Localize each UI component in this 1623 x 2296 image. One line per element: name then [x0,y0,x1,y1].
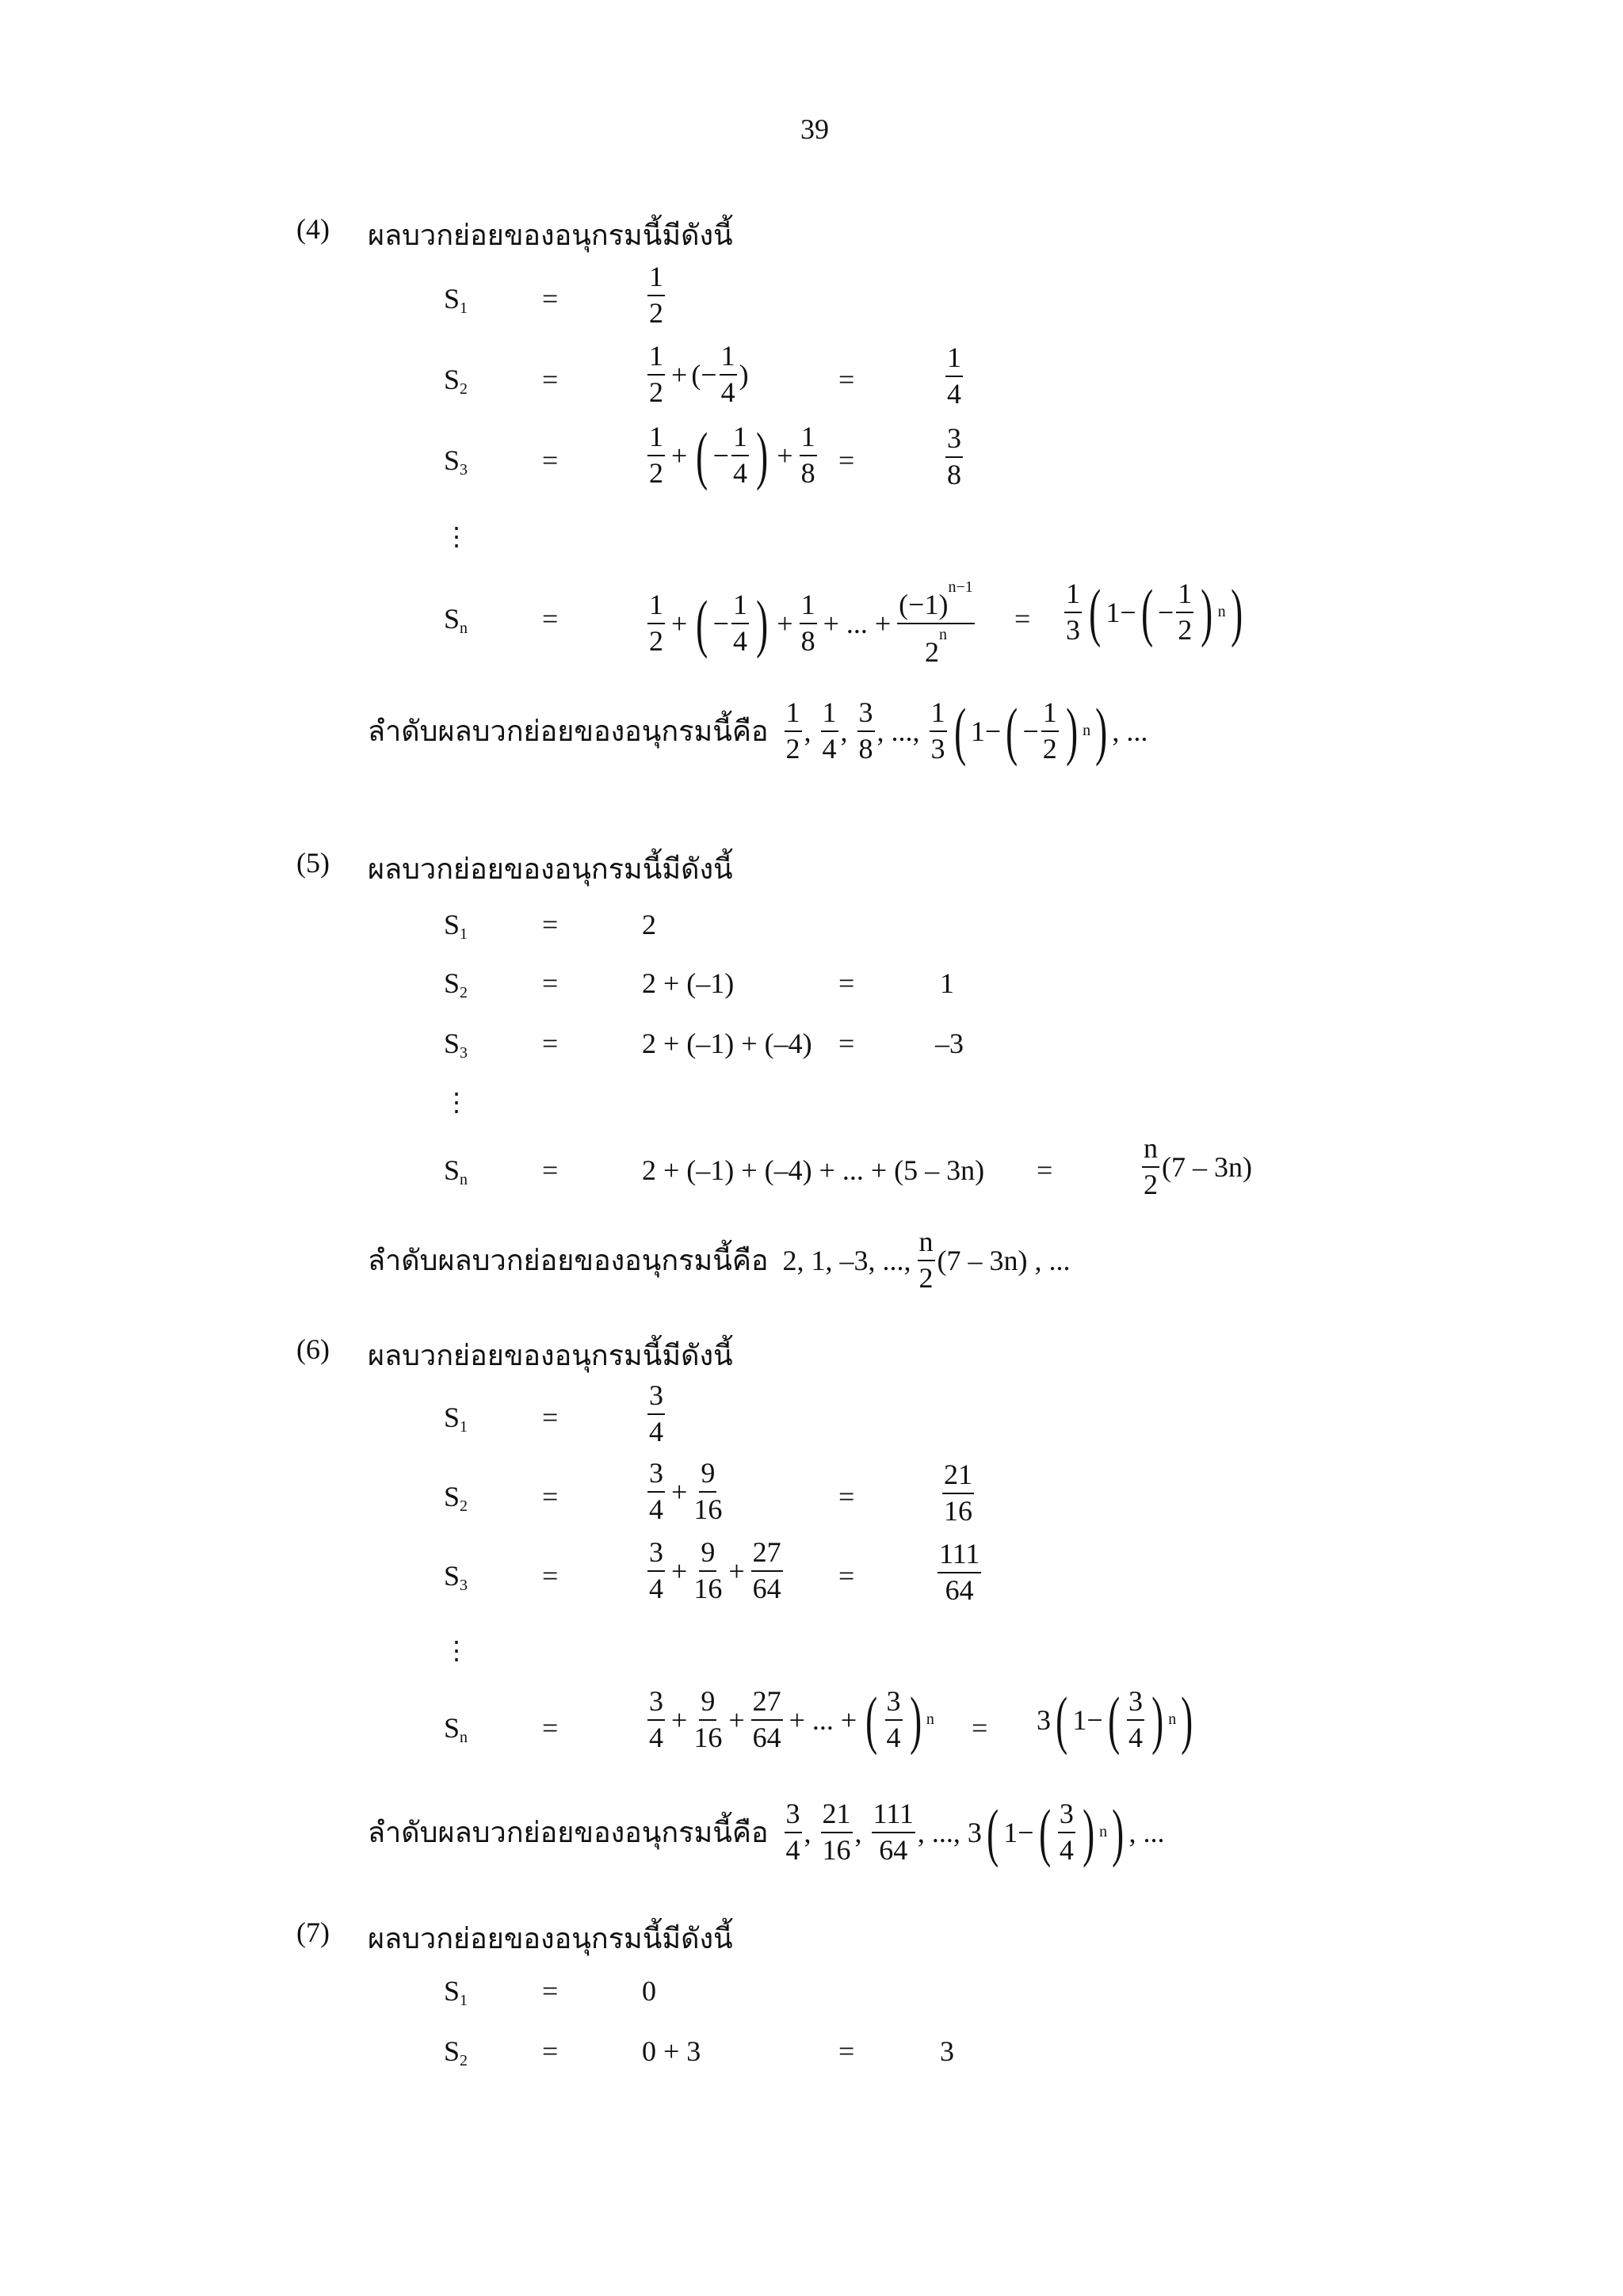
s5-S2-equals-2: = [838,967,855,999]
s5-Sn-val: $\frac{n}{2}$ (7 – 3n) [1144,1132,1252,1200]
s4-Sn-equals-2: = [1014,603,1031,635]
s4-vdots: ⋮ [444,522,469,551]
s7-S1-expr: 0 [642,1975,656,2007]
s4-S1-label: $S_1$ [444,283,468,317]
s4-S2-equals: = [542,364,559,395]
s4-Sn-label: $S_n$ [444,603,468,637]
section-5-intro: ผลบวกย่อยของอนุกรมนี้มีดังนี้ [368,853,733,885]
section-6-intro: ผลบวกย่อยของอนุกรมนี้มีดังนี้ [368,1340,733,1371]
s4-S2-equals-2: = [838,364,855,395]
s6-Sn-equals: = [542,1712,559,1744]
s7-S2-expr: 0 + 3 [642,2035,701,2067]
s4-S3-equals: = [542,444,559,476]
s5-Sn-equals: = [542,1154,559,1186]
section-4-intro: ผลบวกย่อยของอนุกรมนี้มีดังนี้ [368,219,733,251]
s5-S1-label: $S_1$ [444,909,468,943]
s4-Sn-expr: $\frac{1}{2}$ + ( − $\frac{1}{4}$ ) + $\frac{1}{8}$ + ... + $\frac{(-1)^{n-1}}{2^n}$ [649,578,973,668]
s5-Sn-label: $S_n$ [444,1154,468,1188]
s5-S2-equals: = [542,967,559,999]
s7-S2-equals: = [542,2035,559,2067]
s5-S3-val: –3 [935,1028,964,1059]
s6-S2-label: $S_2$ [444,1481,468,1515]
section-5-label: (5) [296,847,330,879]
s6-Sn-expr: $\frac{3}{4}$ + $\frac{9}{16}$ + $\frac{27}{64}$ + ... + ( $\frac{3}{4}$ ) n [649,1683,934,1756]
s4-S3-val: $\frac{3}{8}$ [947,422,961,490]
s6-S1-expr: $\frac{3}{4}$ [649,1379,663,1447]
s6-Sn-label: $S_n$ [444,1712,468,1746]
s5-Sn-equals-2: = [1037,1154,1053,1186]
s5-Sn-expr: 2 + (–1) + (–4) + ... + (5 – 3n) [642,1154,985,1186]
s4-S3-label: $S_3$ [444,444,468,479]
s7-S2-equals-2: = [838,2035,855,2067]
s5-vdots: ⋮ [444,1088,469,1116]
s5-S2-val: 1 [940,967,954,999]
s6-S1-label: $S_1$ [444,1402,468,1436]
s5-S1-equals: = [542,909,559,940]
s6-S2-equals: = [542,1481,559,1512]
s5-sequence-suffix: (7 – 3n) , ... [937,1244,1071,1276]
s4-S3-expr: $\frac{1}{2}$ + ( − $\frac{1}{4}$ ) + $\frac{1}{8}$ [649,418,815,491]
s4-S2-expr: $\frac{1}{2}$ + (− $\frac{1}{4}$ ) [649,340,749,408]
s5-S1-expr: 2 [642,909,656,940]
s4-Sn-equals: = [542,603,559,635]
s5-sequence-prefix: 2, 1, –3, ..., [782,1244,911,1276]
s6-S3-equals-2: = [838,1560,855,1592]
s6-Sn-equals-2: = [972,1712,988,1744]
s5-S3-expr: 2 + (–1) + (–4) [642,1028,812,1059]
s5-sequence-text: ลำดับผลบวกย่อยของอนุกรมนี้คือ [368,1245,769,1277]
s5-sequence: ลำดับผลบวกย่อยของอนุกรมนี้คือ 2, 1, –3, ..., $\frac{n}{2}$ (7 – 3n) , ... [368,1226,1071,1294]
s4-sequence-text: ลำดับผลบวกย่อยของอนุกรมนี้คือ [368,715,769,748]
s5-S2-label: $S_2$ [444,967,468,1001]
s6-S2-val: $\frac{21}{16}$ [944,1459,972,1527]
s6-S2-equals-2: = [838,1481,855,1512]
s4-Sn-val: $\frac{1}{3}$ ( 1− ( − $\frac{1}{2}$ ) n ) [1066,575,1243,648]
s6-S3-equals: = [542,1560,559,1592]
s6-sequence-text: ลำดับผลบวกย่อยของอนุกรมนี้คือ [368,1817,769,1849]
s6-S1-equals: = [542,1402,559,1433]
s7-S2-label: $S_2$ [444,2035,468,2069]
s5-S2-expr: 2 + (–1) [642,967,735,999]
s7-S1-label: $S_1$ [444,1975,468,2009]
s4-sequence: ลำดับผลบวกย่อยของอนุกรมนี้คือ $\frac{1}{2}$ , $\frac{1}{4}$ , $\frac{3}{8}$ , ..., $\frac{1}{3}$ ( 1− ( − $\frac{1}{2}$ ) n ) , ... [368,694,1148,767]
page-number: 39 [800,113,829,145]
s7-S2-val: 3 [940,2035,954,2067]
s6-S3-expr: $\frac{3}{4}$ + $\frac{9}{16}$ + $\frac{27}{64}$ [649,1536,781,1604]
section-4-label: (4) [296,213,330,245]
section-7-intro: ผลบวกย่อยของอนุกรมนี้มีดังนี้ [368,1923,733,1955]
s6-sequence: ลำดับผลบวกย่อยของอนุกรมนี้คือ $\frac{3}{4}$ , $\frac{21}{16}$ , $\frac{111}{64}$ , ..., 3 ( 1− ( $\frac{3}{4}$ ) n ) , ... [368,1795,1165,1868]
s4-S1-expr: $\frac{1}{2}$ [649,261,663,329]
section-6-label: (6) [296,1333,330,1365]
s6-S3-val: $\frac{111}{64}$ [939,1538,980,1606]
s4-S2-label: $S_2$ [444,364,468,398]
s4-S1-equals: = [542,283,559,315]
s7-S1-equals: = [542,1975,559,2007]
s6-S3-label: $S_3$ [444,1560,468,1594]
s5-S3-equals-2: = [838,1028,855,1059]
section-7-label: (7) [296,1917,330,1948]
s4-S3-equals-2: = [838,444,855,476]
s5-S3-label: $S_3$ [444,1028,468,1062]
s6-S2-expr: $\frac{3}{4}$ + $\frac{9}{16}$ [649,1457,723,1525]
s5-S3-equals: = [542,1028,559,1059]
s6-Sn-val: 3 ( 1− ( $\frac{3}{4}$ ) n ) [1037,1683,1193,1756]
s6-vdots: ⋮ [444,1636,469,1665]
s4-S2-val: $\frac{1}{4}$ [947,341,961,410]
